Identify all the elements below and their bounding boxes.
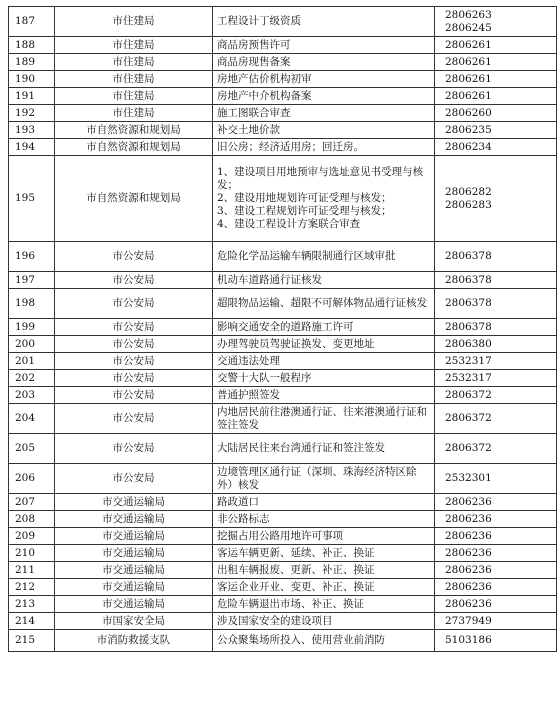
row-number: 189 [9,54,55,71]
department-cell: 市住建局 [55,37,213,54]
row-number: 198 [9,289,55,319]
row-number: 187 [9,7,55,37]
item-cell [213,562,435,579]
item-cell [213,37,435,54]
row-number: 214 [9,613,55,630]
code-text: 2806260 [445,106,492,119]
code-cell [435,139,557,156]
department-cell: 市住建局 [55,88,213,105]
code-text: 2806236 [445,495,492,508]
department-cell: 市住建局 [55,71,213,88]
code-text: 2806261 [445,72,492,85]
table-row [9,336,557,353]
item-text: 超限物品运输、超限不可解体物品通行证核发 [217,297,427,309]
department-cell: 市公安局 [55,404,213,434]
table-row [9,370,557,387]
row-number: 193 [9,122,55,139]
item-text: 商品房现售备案 [217,55,291,68]
item-text: 客运车辆更新、延续、补正、换证 [217,546,375,559]
department-cell: 市公安局 [55,336,213,353]
row-number: 201 [9,353,55,370]
table-row [9,404,557,434]
table-row [9,464,557,494]
item-cell [213,630,435,652]
code-text: 2737949 [445,614,492,627]
code-cell [435,242,557,272]
code-cell [435,613,557,630]
row-number: 205 [9,434,55,464]
item-cell [213,122,435,139]
row-number: 212 [9,579,55,596]
item-cell [213,613,435,630]
department-cell: 市交通运输局 [55,579,213,596]
code-cell [435,528,557,545]
row-number: 202 [9,370,55,387]
code-text: 2806372 [445,442,492,454]
code-text: 2806236 [445,529,492,542]
document-page [8,6,556,652]
table-row [9,105,557,122]
department-cell: 市公安局 [55,464,213,494]
row-number: 207 [9,494,55,511]
item-text: 挖掘占用公路用地许可事项 [217,529,343,542]
item-text: 非公路标志 [217,512,270,525]
code-text: 2806261 [445,55,492,68]
department-cell: 市公安局 [55,387,213,404]
item-cell [213,272,435,289]
department-cell: 市公安局 [55,272,213,289]
item-cell [213,336,435,353]
item-cell [213,494,435,511]
code-text: 2806380 [445,337,492,350]
row-number: 197 [9,272,55,289]
table-row [9,289,557,319]
code-cell [435,464,557,494]
code-text: 2806245 [445,21,492,34]
row-number: 191 [9,88,55,105]
row-number: 208 [9,511,55,528]
code-cell [435,289,557,319]
code-text: 2806261 [445,38,492,51]
code-text: 2806236 [445,546,492,559]
item-cell [213,71,435,88]
department-cell: 市自然资源和规划局 [55,122,213,139]
code-cell [435,54,557,71]
code-text: 2806236 [445,512,492,525]
item-text: 影响交通安全的道路施工许可 [217,320,354,333]
table-row [9,242,557,272]
item-text: 施工图联合审查 [217,106,291,119]
department-cell: 市交通运输局 [55,545,213,562]
item-text: 边境管理区通行证（深圳、珠海经济特区除外）核发 [217,465,417,491]
code-text: 2806263 [445,8,492,21]
item-cell [213,289,435,319]
item-text: 普通护照签发 [217,388,280,401]
item-cell [213,7,435,37]
row-number: 196 [9,242,55,272]
item-text: 客运企业开业、变更、补正、换证 [217,580,375,593]
code-text: 2806235 [445,123,492,136]
item-cell [213,596,435,613]
code-cell [435,511,557,528]
code-cell [435,630,557,652]
table-row [9,387,557,404]
row-number: 188 [9,37,55,54]
department-cell: 市住建局 [55,54,213,71]
item-text: 机动车道路通行证核发 [217,273,322,286]
code-cell [435,562,557,579]
table-row [9,545,557,562]
code-text: 2806234 [445,140,492,153]
department-cell: 市自然资源和规划局 [55,139,213,156]
table-row [9,596,557,613]
item-cell [213,545,435,562]
row-number: 213 [9,596,55,613]
table-row [9,562,557,579]
department-cell: 市公安局 [55,434,213,464]
code-cell [435,37,557,54]
row-number: 203 [9,387,55,404]
code-text: 2806236 [445,563,492,576]
code-text: 2806378 [445,320,492,333]
table-row [9,7,557,37]
department-cell: 市公安局 [55,353,213,370]
code-cell [435,122,557,139]
item-cell [213,105,435,122]
item-text: 房地产中介机构备案 [217,89,312,102]
code-cell [435,353,557,370]
code-cell [435,387,557,404]
table-row [9,494,557,511]
item-cell [213,528,435,545]
code-text: 2806236 [445,597,492,610]
code-cell [435,579,557,596]
item-text: 补交土地价款 [217,123,280,136]
item-cell [213,319,435,336]
item-text: 危险化学品运输车辆限制通行区域审批 [217,250,396,262]
code-cell [435,370,557,387]
table-row [9,122,557,139]
item-cell [213,511,435,528]
item-cell [213,404,435,434]
item-cell [213,54,435,71]
table-row [9,630,557,652]
table-row [9,272,557,289]
item-text: 路政道口 [217,495,259,508]
department-cell: 市住建局 [55,7,213,37]
row-number: 199 [9,319,55,336]
code-cell [435,494,557,511]
item-cell [213,139,435,156]
department-cell: 市国家安全局 [55,613,213,630]
department-cell: 市交通运输局 [55,528,213,545]
item-text: 2、建设用地规划许可证受理与核发； [217,192,392,204]
code-cell [435,71,557,88]
code-text: 2806372 [445,388,492,401]
item-text: 3、建设工程规划许可证受理与核发； [217,205,392,217]
item-cell [213,88,435,105]
item-cell [213,579,435,596]
item-cell [213,434,435,464]
table-row [9,156,557,242]
item-text: 公众聚集场所投入、使用营业前消防 [217,634,385,646]
row-number: 194 [9,139,55,156]
table-row [9,579,557,596]
code-text: 2806378 [445,297,492,309]
item-text: 1、建设项目用地预审与选址意见书受理与核发； [217,166,424,191]
code-cell [435,319,557,336]
item-cell [213,353,435,370]
department-cell: 市交通运输局 [55,596,213,613]
table-body [9,7,557,652]
department-cell: 市公安局 [55,319,213,336]
code-text: 2532317 [445,354,492,367]
code-cell [435,596,557,613]
row-number: 206 [9,464,55,494]
table-row [9,528,557,545]
row-number: 190 [9,71,55,88]
row-number: 210 [9,545,55,562]
code-cell [435,156,557,242]
service-table [8,6,557,652]
row-number: 200 [9,336,55,353]
item-cell [213,464,435,494]
code-cell [435,7,557,37]
table-row [9,613,557,630]
code-text: 2806378 [445,273,492,286]
department-cell: 市消防救援支队 [55,630,213,652]
table-row [9,88,557,105]
code-text: 2806261 [445,89,492,102]
code-text: 2806372 [445,412,492,424]
row-number: 211 [9,562,55,579]
code-text: 2806282 [445,185,492,198]
code-cell [435,105,557,122]
code-text: 2532301 [445,472,492,484]
item-text: 工程设计丁级资质 [217,15,301,27]
item-text: 交警十大队一般程序 [217,371,312,384]
table-row [9,353,557,370]
row-number: 195 [9,156,55,242]
item-text: 商品房预售许可 [217,38,291,51]
item-cell [213,242,435,272]
item-cell [213,156,435,242]
table-row [9,434,557,464]
item-text: 涉及国家安全的建设项目 [217,614,333,627]
row-number: 192 [9,105,55,122]
item-text: 4、建设工程设计方案联合审查 [217,218,361,230]
code-cell [435,336,557,353]
code-cell [435,434,557,464]
table-row [9,511,557,528]
item-text: 交通违法处理 [217,354,280,367]
row-number: 215 [9,630,55,652]
row-number: 204 [9,404,55,434]
department-cell: 市住建局 [55,105,213,122]
department-cell: 市公安局 [55,289,213,319]
item-cell [213,387,435,404]
item-text: 危险车辆退出市场、补正、换证 [217,597,364,610]
item-text: 房地产估价机构初审 [217,72,312,85]
item-text: 大陆居民往来台湾通行证和签注签发 [217,442,385,454]
code-text: 5103186 [445,634,492,646]
item-text: 出租车辆报废、更新、补正、换证 [217,563,375,576]
table-row [9,37,557,54]
code-cell [435,272,557,289]
department-cell: 市交通运输局 [55,511,213,528]
item-cell [213,370,435,387]
department-cell: 市交通运输局 [55,562,213,579]
table-row [9,139,557,156]
code-text: 2806283 [445,198,492,211]
department-cell: 市交通运输局 [55,494,213,511]
item-text: 内地居民前往港澳通行证、往来港澳通行证和签注签发 [217,405,427,431]
department-cell: 市自然资源和规划局 [55,156,213,242]
table-row [9,319,557,336]
department-cell: 市公安局 [55,370,213,387]
table-row [9,71,557,88]
code-text: 2806378 [445,250,492,262]
code-text: 2806236 [445,580,492,593]
code-cell [435,545,557,562]
table-row [9,54,557,71]
department-cell: 市公安局 [55,242,213,272]
code-text: 2532317 [445,371,492,384]
row-number: 209 [9,528,55,545]
code-cell [435,404,557,434]
item-text: 办理驾驶员驾驶证换发、变更地址 [217,337,375,350]
code-cell [435,88,557,105]
item-text: 旧公房；经济适用房；回迁房。 [217,140,364,153]
